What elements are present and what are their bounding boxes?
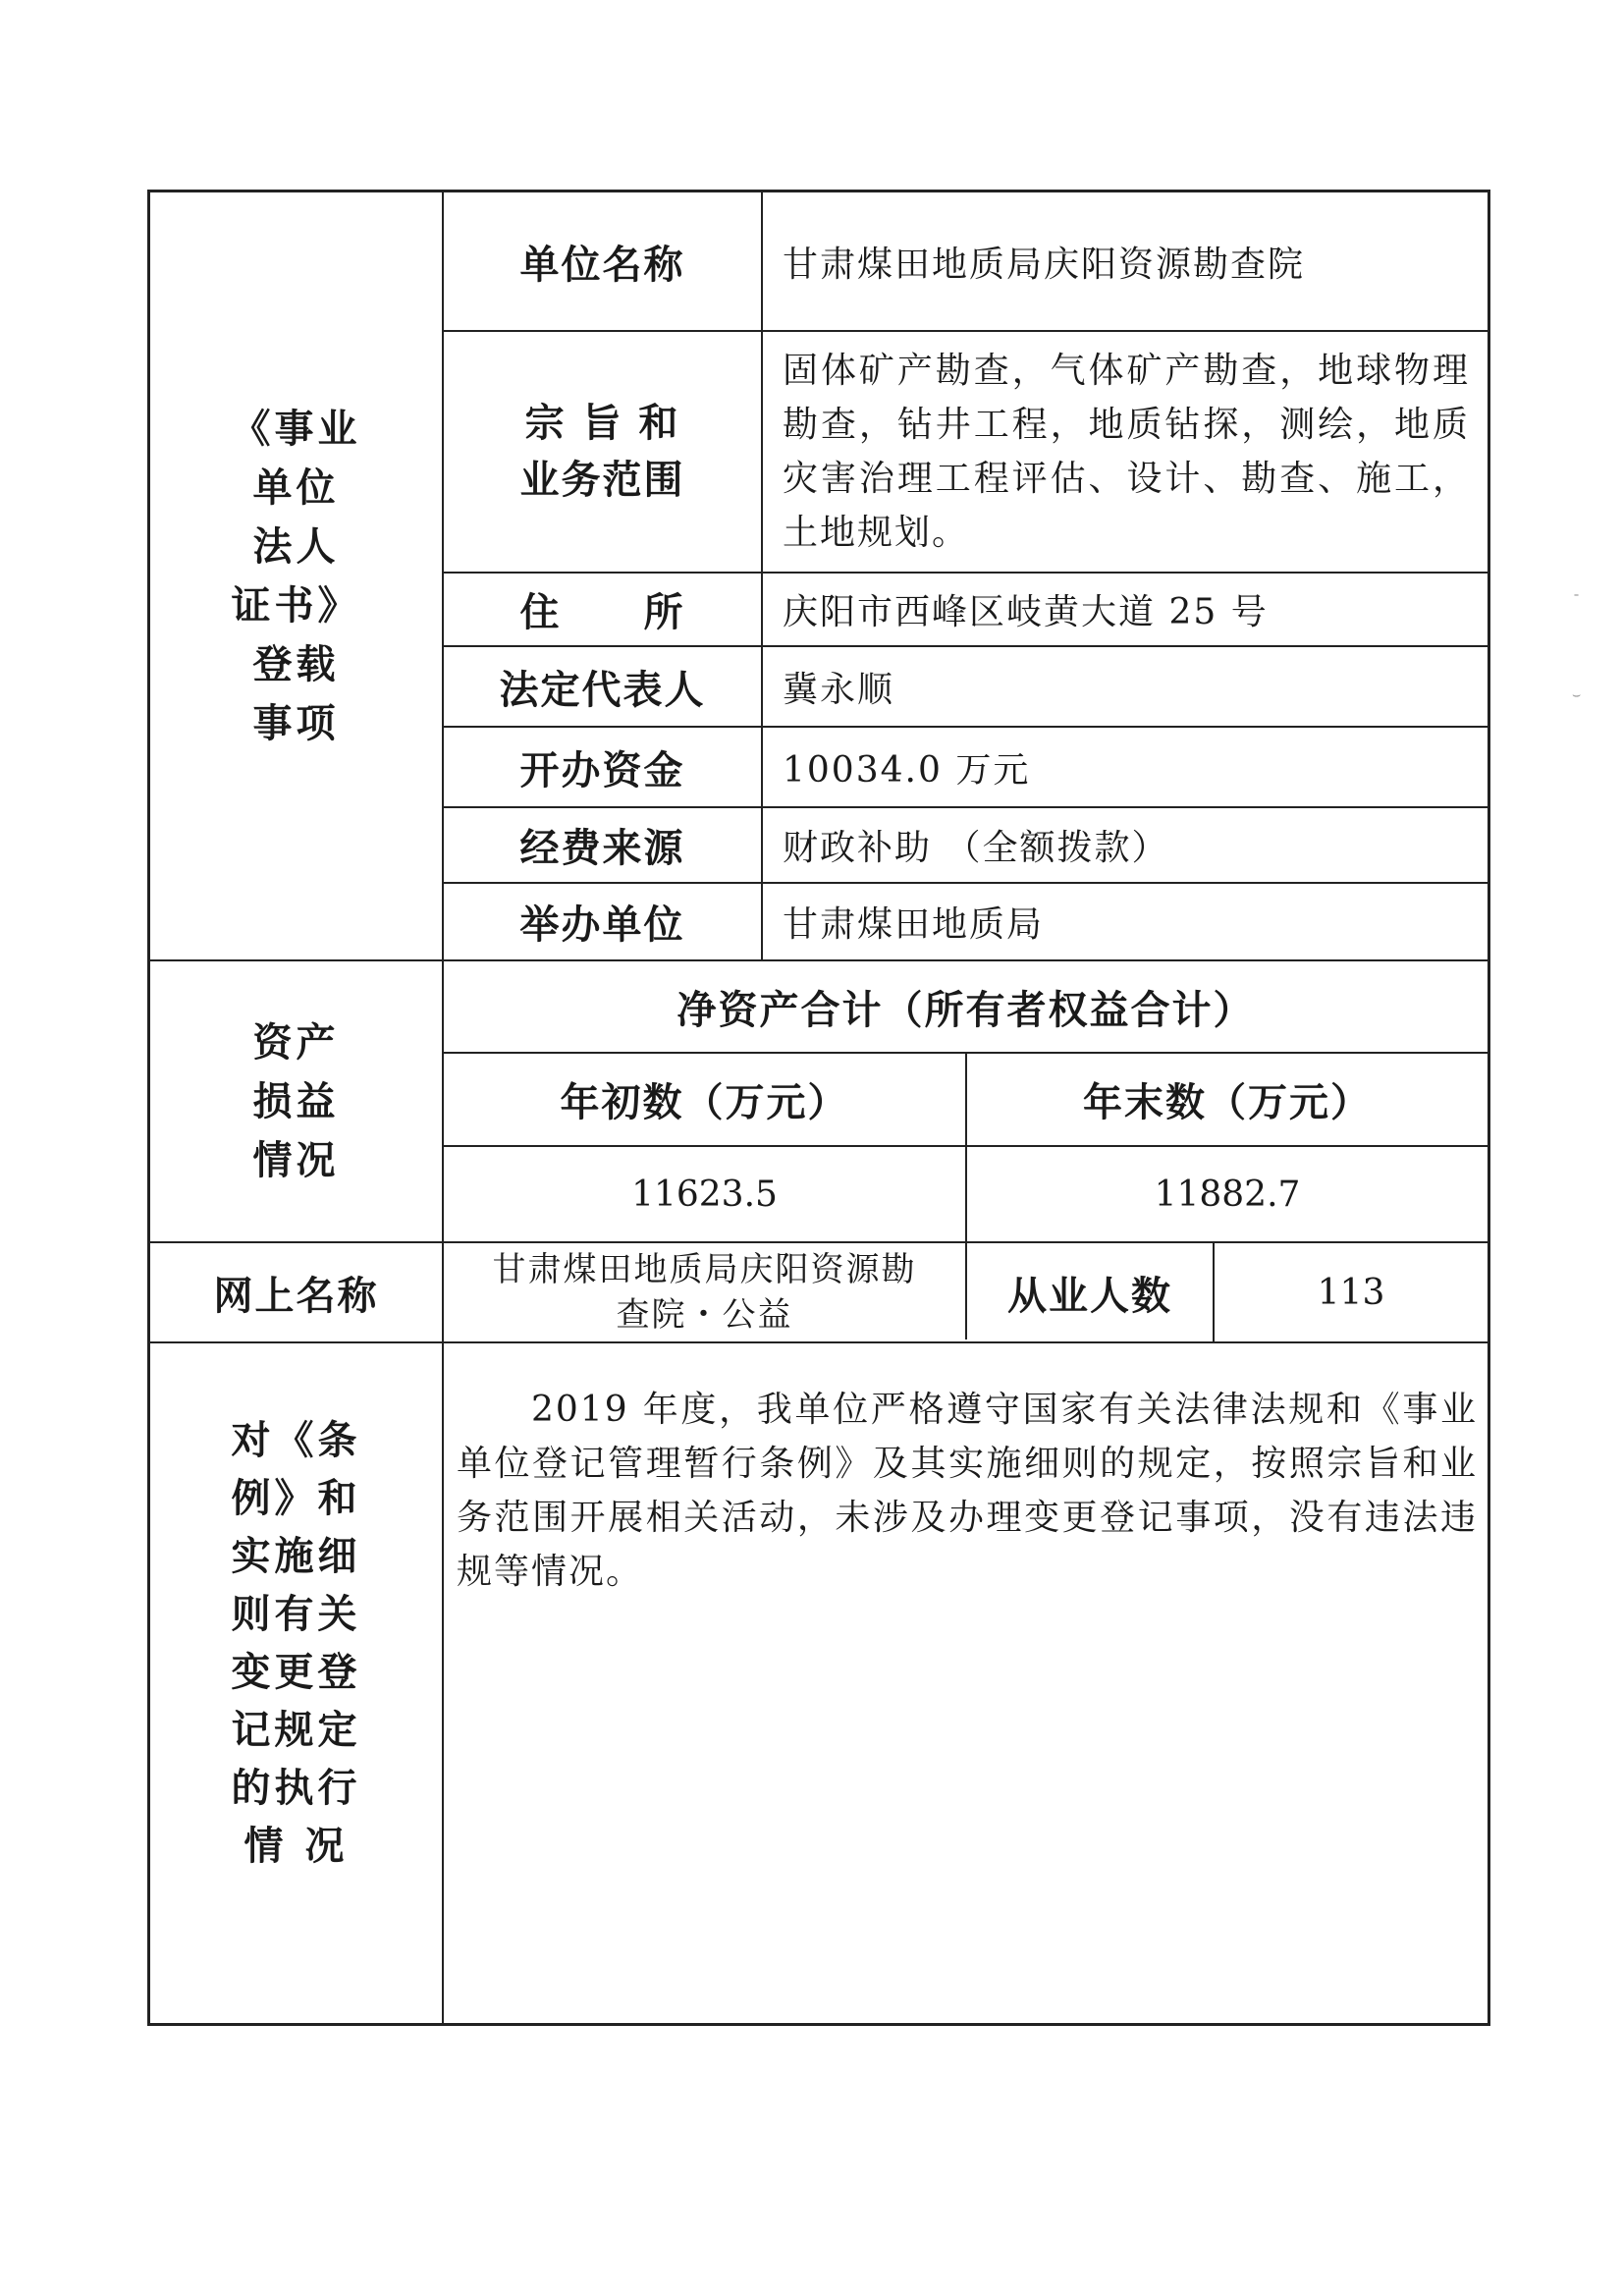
net-assets-header: 净资产合计（所有者权益合计） bbox=[676, 987, 1255, 1033]
address-value: 庆阳市西峰区岐黄大道 25 号 bbox=[783, 592, 1269, 632]
unit-name-label: 单位名称 bbox=[519, 242, 685, 288]
staff-count-value: 113 bbox=[1317, 1272, 1385, 1313]
staff-count-label: 从业人数 bbox=[1007, 1273, 1172, 1319]
execution-section-label: 对《条 例》和 实施细 则有关 变更登 记规定 的执行 情 况 bbox=[231, 1418, 361, 1869]
unit-name-value: 甘肃煤田地质局庆阳资源勘查院 bbox=[783, 244, 1306, 285]
address-label: 住 所 bbox=[519, 590, 685, 635]
funding-source-value: 财政补助 （全额拨款） bbox=[783, 828, 1169, 868]
sponsor-unit-value: 甘肃煤田地质局 bbox=[783, 904, 1045, 945]
capital-value: 10034.0 万元 bbox=[783, 749, 1031, 791]
end-of-year-label: 年末数（万元） bbox=[1083, 1080, 1372, 1125]
begin-of-year-label: 年初数（万元） bbox=[560, 1080, 849, 1125]
online-name-value: 甘肃煤田地质局庆阳资源勘 查院・公益 bbox=[492, 1250, 917, 1335]
end-of-year-value: 11882.7 bbox=[1154, 1174, 1301, 1215]
begin-of-year-value: 11623.5 bbox=[631, 1174, 778, 1215]
sponsor-unit-label: 举办单位 bbox=[519, 902, 685, 948]
registration-report-table bbox=[147, 190, 1490, 2026]
funding-source-label: 经费来源 bbox=[519, 826, 685, 871]
online-name-label: 网上名称 bbox=[213, 1273, 379, 1319]
assets-section-label: 资产 损益 情况 bbox=[252, 1019, 340, 1183]
purpose-scope-label: 宗 旨 和 业务范围 bbox=[519, 401, 685, 503]
legal-representative-value: 冀永顺 bbox=[783, 669, 895, 710]
legal-representative-label: 法定代表人 bbox=[499, 667, 706, 713]
registration-section-label: 《事业 单位 法人 证书》 登载 事项 bbox=[231, 406, 361, 746]
execution-statement: 2019 年度，我单位严格遵守国家有关法律法规和《事业单位登记管理暂行条例》及其实施细则的规定，按照宗旨和业务范围开展相关活动，未涉及办理变更登记事项，没有违法违规等情况。 bbox=[457, 1390, 1478, 1592]
scan-mark: ⌣ bbox=[1572, 687, 1582, 703]
purpose-scope-value: 固体矿产勘查，气体矿产勘查，地球物理勘查，钻井工程，地质钻探，测绘，地质灾害治理工程评估、设计、勘查、施工，土地规划。 bbox=[783, 351, 1470, 553]
capital-label: 开办资金 bbox=[519, 747, 685, 793]
scan-mark: ¯ bbox=[1573, 593, 1580, 609]
